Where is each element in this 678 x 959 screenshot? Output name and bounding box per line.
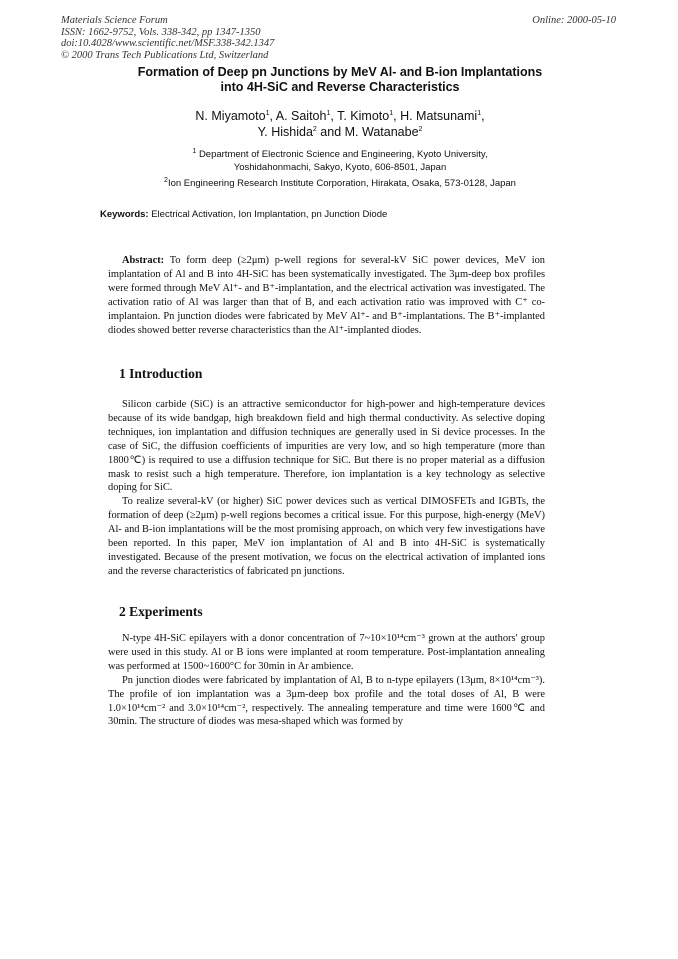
affiliation-mark: 2	[164, 176, 168, 184]
introduction-body	[108, 398, 545, 579]
paragraph: To realize several-kV (or higher) SiC power devices such as vertical DIMOSFETs and IGBTs, the formation of deep (≥2μm) p-well regions becomes a critical issue. For this purpose, high-energy (MeV) Al- and B-ion implantations will be the most promising approach, on which very few investigations have been reported. In this paper, MeV ion implantation of Al and B into 4H-SiC is systematically investigated. Because of the present motivation, we focus on the electrical activation of implanted ions and the reverse characteristics of fabricated pn junctions.	[108, 496, 545, 577]
author-line-1: N. Miyamoto$^1$, A. Saitoh$^1$, T. Kimoto$^1$, H. Matsunami$^1$,	[195, 109, 485, 123]
publication-info	[61, 15, 381, 61]
keywords-label: Keywords:	[100, 209, 149, 220]
affiliation-2-text: Ion Engineering Research Institute Corporation, Hirakata, Osaka, 573-0128, Japan	[167, 178, 516, 189]
journal-name: Materials Science Forum	[61, 15, 168, 26]
affiliation-mark: 1	[389, 109, 394, 117]
paragraph: Pn junction diodes were fabricated by implantation of Al, B to n-type epilayers (13μm, 8×10¹⁴cm⁻³). The profile of ion implantation was a 3μm-deep box profile and the total doses of Al, B were 1.0×10¹⁴cm⁻² and 3.0×10¹⁴cm⁻², respectively. The annealing temperature and time were 1600℃ and 30min. The structure of diodes was mesa-shaped which was formed by	[108, 674, 545, 728]
affiliation-mark: 2	[418, 125, 423, 133]
affiliation-mark: 1	[265, 109, 270, 117]
abstract	[108, 254, 545, 337]
affiliation-1	[90, 149, 590, 174]
author-name: A. Saitoh	[275, 109, 327, 123]
author-name: Y. Hishida	[257, 125, 313, 139]
author-line-2: Y. Hishida$^2$ and M. Watanabe$^2$	[257, 125, 423, 139]
author-name: H. Matsunami	[400, 109, 478, 123]
abstract-label: Abstract:	[122, 255, 165, 266]
section-heading-introduction: 1 Introduction	[119, 366, 203, 381]
affiliation-1-line-2: Yoshidahonmachi, Sakyo, Kyoto, 606-8501, Japan	[233, 161, 447, 173]
keywords-text: Electrical Activation, Ion Implantation, pn Junction Diode	[151, 209, 388, 220]
affiliation-mark: 1	[192, 147, 197, 155]
paper-title	[90, 65, 590, 95]
doi-line[interactable]: doi:10.4028/www.scientific.net/MSF.338-342.1347	[61, 38, 275, 49]
experiments-body	[108, 632, 545, 729]
keywords	[100, 209, 387, 220]
section-heading-experiments: 2 Experiments	[119, 604, 203, 619]
author-name: N. Miyamoto	[195, 109, 266, 123]
paragraph: N-type 4H-SiC epilayers with a donor concentration of 7~10×10¹⁴cm⁻³ grown at the authors' group were used in this study. Al or B ions were implanted at room temperature. Post-implantation annealing was performed at 1500~1600°C for 30min in Ar ambience.	[108, 633, 545, 672]
affiliation-mark: 1	[326, 109, 331, 117]
abstract-text: To form deep (≥2μm) p-well regions for several-kV SiC power devices, MeV ion implantation of Al and B into 4H-SiC has been systematically investigated. The 3μm-deep box profiles were formed through MeV Al⁺- and B⁺-implantation, and the electrical activation was investigated. The activation ratio of Al was larger than that of B, and each activation ratio was improved with C⁺ co-implantaion. Pn junction diodes were fabricated by MeV Al⁺- and B⁺-implantations. The B⁺-implanted diodes showed better reverse characteristics than the Al⁺-implanted diodes.	[108, 255, 545, 336]
issn-line: ISSN: 1662-9752, Vols. 338-342, pp 1347-1350	[61, 26, 261, 38]
copyright-line: © 2000 Trans Tech Publications Ltd, Switzerland	[61, 49, 269, 61]
title-line-1: Formation of Deep pn Junctions by MeV Al- and B-ion Implantations	[137, 65, 543, 79]
online-date: Online: 2000-05-10	[532, 15, 616, 26]
title-line-2: into 4H-SiC and Reverse Characteristics	[220, 80, 460, 94]
affiliation-mark: 1	[477, 109, 482, 117]
affiliation-1-line-1: Department of Electronic Science and Engineering, Kyoto University,	[198, 149, 488, 160]
paragraph: Silicon carbide (SiC) is an attractive semiconductor for high-power and high-temperature devices because of its wide bandgap, high breakdown field and high thermal conductivity. As selective doping techniques, ion implantation and diffusion techniques are generally used in Si device processes. In the case of SiC, the diffusion coefficients of impurities are very low, and so high temperature (more than 1800℃) is required to use a diffusion technique for SiC. But there is no proper material as a diffusion mask to resist such a high temperature. Therefore, ion implantation is a key technology as selective doping for SiC.	[108, 399, 545, 494]
affiliation-mark: 2	[312, 125, 317, 133]
author-name: M. Watanabe	[344, 125, 419, 139]
author-list	[90, 108, 590, 140]
author-name: T. Kimoto	[337, 109, 390, 123]
affiliation-2	[90, 178, 590, 191]
